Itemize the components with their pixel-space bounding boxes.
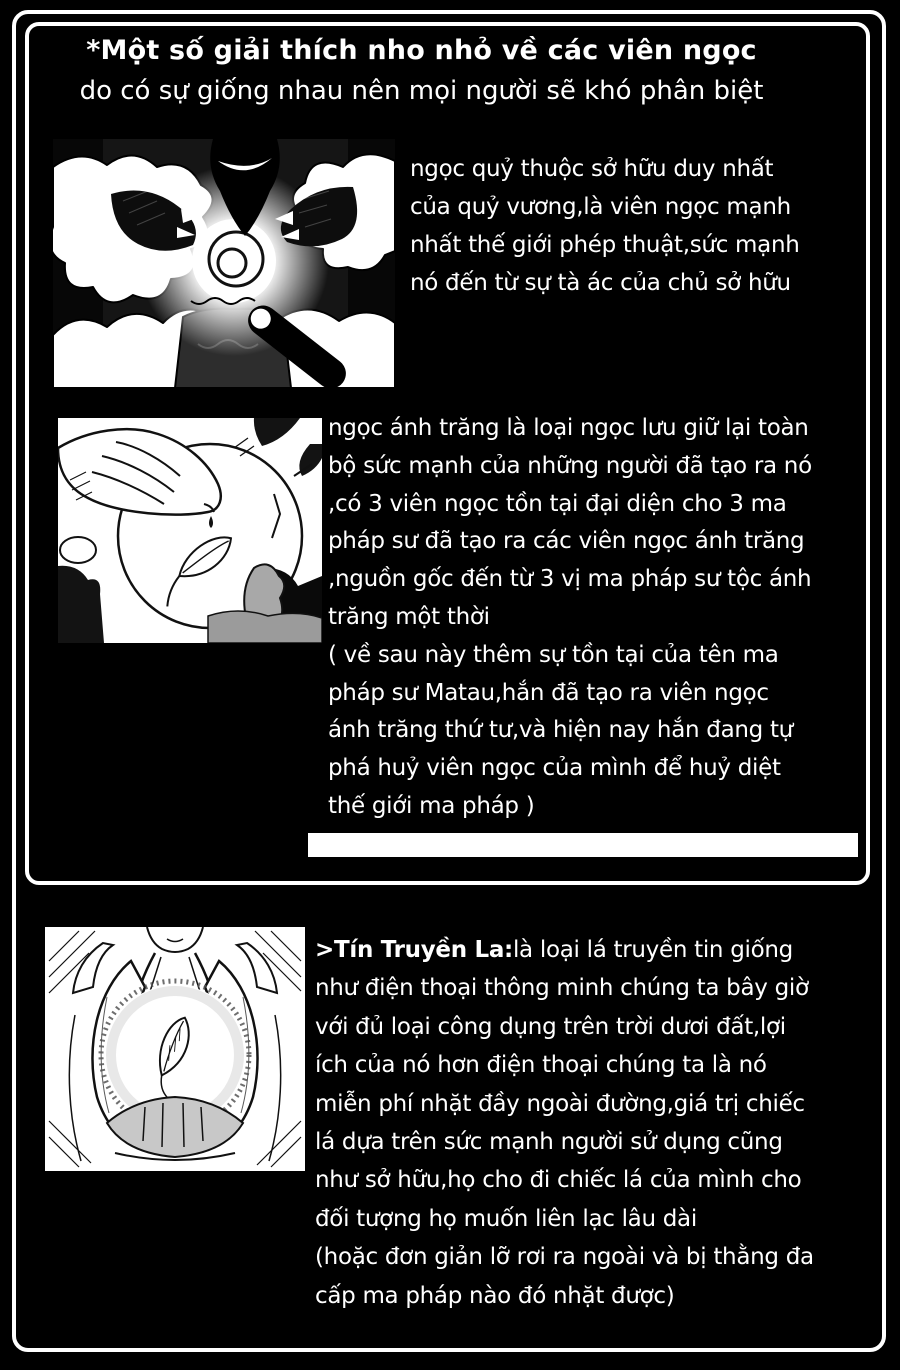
text-line: ích của nó hơn điện thoại chúng ta là nó [315,1052,767,1079]
text-line: ánh trăng thứ tư,và hiện nay hắn đang tự [328,717,793,744]
text-line: như sở hữu,họ cho đi chiếc lá của mình cho [315,1167,802,1194]
moon-orb-art [58,418,322,643]
text-line: trăng một thời [328,603,490,630]
white-bar [308,833,858,857]
text-line: đối tượng họ muốn liên lạc lâu dài [315,1205,697,1232]
title-line-2: do có sự giống nhau nên mọi người sẽ khó phân biệt [79,76,764,106]
lead-rest: là loại lá truyền tin giống [512,937,793,963]
tin-truyen-la-lines [315,969,814,1315]
demon-pearl-text [410,150,800,302]
demon-orb-art [53,139,395,388]
text-line: pháp sư Matau,hắn đã tạo ra viên ngọc [328,679,769,706]
text-line: thế giới ma pháp ) [328,792,535,819]
text-line: của quỷ vương,là viên ngọc mạnh [410,194,791,220]
chest-glowing-leaf-panel [45,927,305,1171]
text-line: phá huỷ viên ngọc của mình để huỷ diệt [328,755,781,782]
tin-truyen-la-lead [315,931,814,969]
text-line: với đủ loại công dụng trên trời dươi đất,lợi [315,1013,786,1040]
text-line: ngọc quỷ thuộc sở hữu duy nhất [410,156,774,182]
text-line: ,có 3 viên ngọc tồn tại đại diện cho 3 ma [328,490,787,517]
text-line: ( về sau này thêm sự tồn tại của tên ma [328,641,779,668]
text-line: bộ sức mạnh của những người đã tạo ra nó [328,452,812,479]
demon-king-glowing-orb-panel [53,139,395,388]
text-line: (hoặc đơn giản lỡ rơi ra ngoài và bị thằng đa [315,1244,814,1271]
page-title [25,30,870,112]
text-line: miễn phí nhặt đầy ngoài đường,giá trị chiếc [315,1090,805,1117]
text-line: lá dựa trên sức mạnh người sử dụng cũng [315,1129,783,1156]
text-line: ,nguồn gốc đến từ 3 vị ma pháp sư tộc ánh [328,566,812,593]
lead-bold-label: >Tín Truyền La: [315,937,513,963]
title-line-1: *Một số giải thích nho nhỏ về các viên ngọc [86,35,757,66]
glowing-leaf-art [45,927,305,1171]
text-line: ngọc ánh trăng là loại ngọc lưu giữ lại toàn [328,415,809,441]
tin-truyen-la-text [315,931,814,1315]
text-line: nhất thế giới phép thuật,sức mạnh [410,232,800,258]
gray-ground [208,611,322,643]
hand-on-moon-orb-panel [58,418,322,643]
text-line: nó đến từ sự tà ác của chủ sở hữu [410,270,791,296]
text-line: như điện thoại thông minh chúng ta bây giờ [315,975,809,1002]
text-line: pháp sư đã tạo ra các viên ngọc ánh trăng [328,528,805,555]
text-line: cấp ma pháp nào đó nhặt được) [315,1282,675,1309]
moon-pearl-text [328,410,812,826]
